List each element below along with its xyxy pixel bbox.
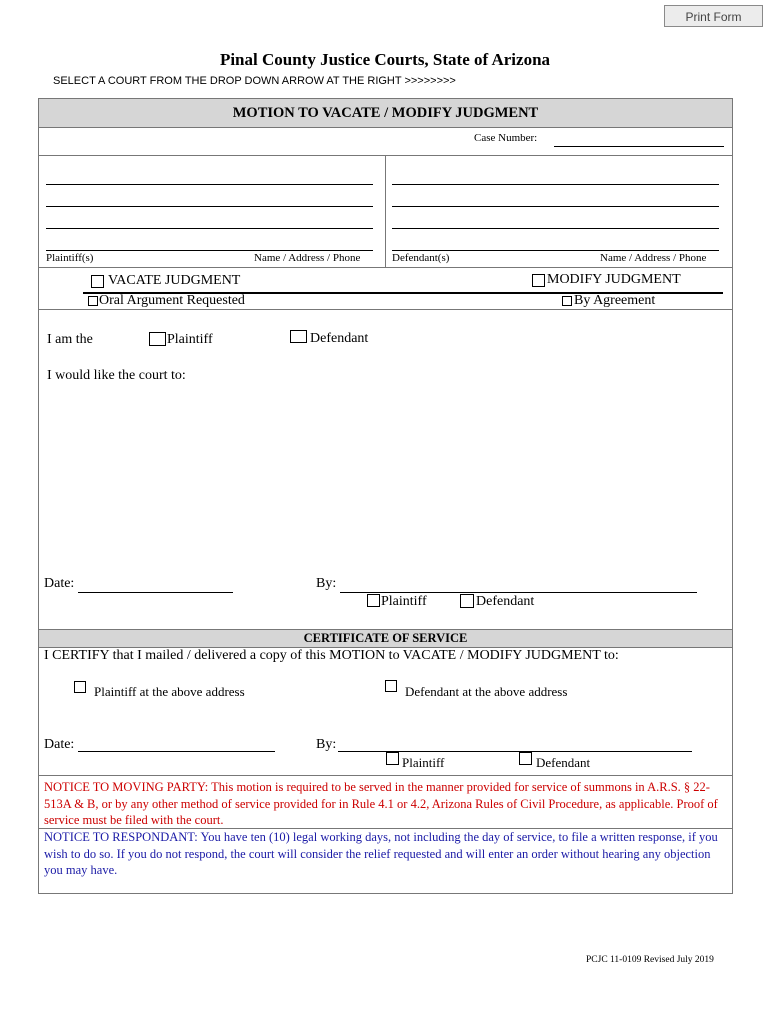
cert-plaintiff-checkbox[interactable] — [386, 752, 399, 765]
certificate-heading: CERTIFICATE OF SERVICE — [39, 630, 732, 647]
plaintiff-address-line[interactable] — [46, 206, 373, 207]
sig-defendant-checkbox[interactable] — [460, 594, 474, 608]
by-agreement-label: By Agreement — [574, 293, 656, 308]
defendant-address-line[interactable] — [392, 206, 719, 207]
modify-judgment-checkbox[interactable] — [532, 274, 545, 287]
defendant-label: Defendant(s) — [392, 252, 450, 264]
cert-defendant-checkbox[interactable] — [519, 752, 532, 765]
notice-respondant: NOTICE TO RESPONDANT: You have ten (10) legal working days, not including the day of service, to file a written response, if you wish to do so. If you do not respond, the court will consider the relief requested and will enter an order without hearing any objection you may have. — [44, 830, 718, 877]
form-id: PCJC 11-0109 Revised July 2019 — [586, 955, 714, 965]
iam-defendant-checkbox[interactable] — [290, 330, 307, 343]
iam-defendant-label: Defendant — [310, 331, 369, 346]
defendant-phone-line[interactable] — [392, 250, 719, 251]
select-court-note: SELECT A COURT FROM THE DROP DOWN ARROW AT THE RIGHT >>>>>>>> — [53, 75, 456, 87]
cert-defendant-label: Defendant — [536, 755, 591, 770]
divider — [39, 127, 732, 128]
plaintiff-info-label: Name / Address / Phone — [254, 252, 361, 264]
serve-defendant-label: Defendant at the above address — [405, 684, 568, 699]
defendant-city-line[interactable] — [392, 228, 719, 229]
certify-text: I CERTIFY that I mailed / delivered a copy of this MOTION to VACATE / MODIFY JUDGMENT to: — [44, 648, 619, 663]
print-form-button[interactable]: Print Form — [664, 5, 763, 27]
modify-judgment-label: MODIFY JUDGMENT — [547, 272, 681, 287]
divider — [385, 155, 386, 267]
iam-plaintiff-label: Plaintiff — [167, 332, 213, 347]
request-label: I would like the court to: — [47, 368, 186, 383]
oral-argument-checkbox[interactable] — [88, 296, 98, 306]
date-field[interactable] — [78, 592, 233, 593]
notice-moving-party: NOTICE TO MOVING PARTY: This motion is required to be served in the manner provided for service of summons in A.R.S. § 22-513A & B, or by any other method of service provided for in Rule 4.1 or 4.2, Arizona Rules of Civil Procedure, as applicable. Proof of service must be filed with the court. — [44, 780, 718, 827]
case-number-field[interactable] — [554, 146, 724, 147]
serve-plaintiff-label: Plaintiff at the above address — [94, 684, 245, 699]
divider — [39, 775, 732, 776]
defendant-name-line[interactable] — [392, 184, 719, 185]
sig-defendant-label: Defendant — [476, 594, 535, 609]
cert-plaintiff-label: Plaintiff — [402, 755, 445, 770]
sig-plaintiff-checkbox[interactable] — [367, 594, 380, 607]
oral-argument-label: Oral Argument Requested — [99, 293, 245, 308]
i-am-the-label: I am the — [47, 332, 93, 347]
plaintiff-name-line[interactable] — [46, 184, 373, 185]
cert-date-field[interactable] — [78, 751, 275, 752]
by-label: By: — [316, 576, 337, 591]
cert-by-label: By: — [316, 737, 337, 752]
signature-field[interactable] — [340, 592, 697, 593]
plaintiff-city-line[interactable] — [46, 228, 373, 229]
page-title: Pinal County Justice Courts, State of Arizona — [219, 50, 551, 69]
plaintiff-label: Plaintiff(s) — [46, 252, 94, 264]
motion-heading: MOTION TO VACATE / MODIFY JUDGMENT — [39, 99, 732, 127]
defendant-info-label: Name / Address / Phone — [600, 252, 707, 264]
vacate-judgment-checkbox[interactable] — [91, 275, 104, 288]
by-agreement-checkbox[interactable] — [562, 296, 572, 306]
request-text-area[interactable] — [46, 390, 726, 560]
divider — [39, 267, 732, 268]
case-number-label: Case Number: — [474, 132, 538, 144]
plaintiff-phone-line[interactable] — [46, 250, 373, 251]
vacate-judgment-label: VACATE JUDGMENT — [108, 273, 241, 288]
serve-defendant-checkbox[interactable] — [385, 680, 397, 692]
iam-plaintiff-checkbox[interactable] — [149, 332, 166, 346]
serve-plaintiff-checkbox[interactable] — [74, 681, 86, 693]
divider — [39, 309, 732, 310]
cert-date-label: Date: — [44, 737, 75, 752]
sig-plaintiff-label: Plaintiff — [381, 594, 427, 609]
date-label: Date: — [44, 576, 75, 591]
